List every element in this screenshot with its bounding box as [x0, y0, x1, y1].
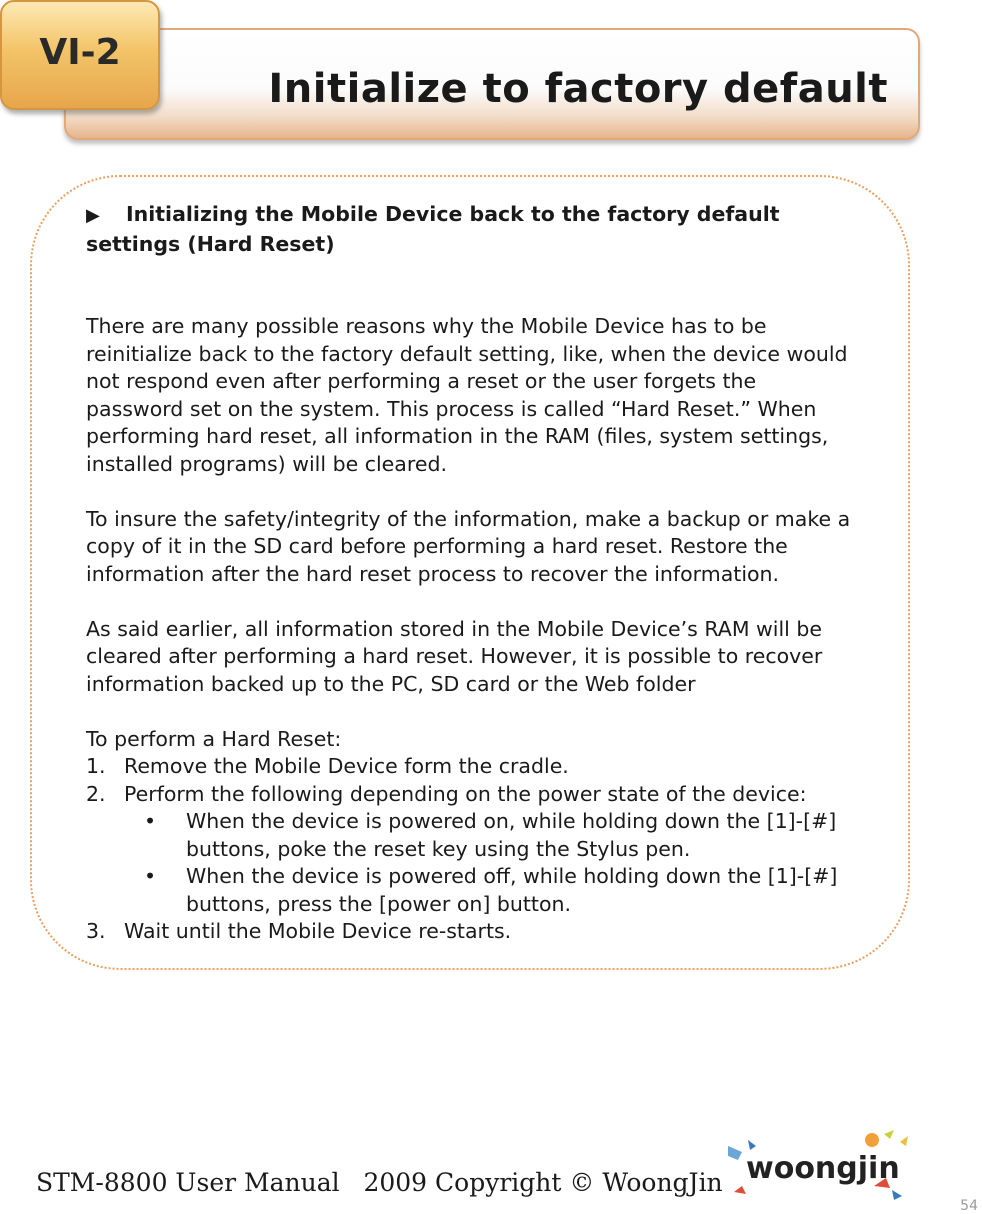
paragraph-recover: As said earlier, all information stored in the Mobile Device’s RAM will be cleared after performing a hard reset. However, it is possible to recover information backed up to the PC, SD card or the Web folder [86, 616, 823, 696]
logo-text: woongjin [746, 1151, 900, 1186]
paragraph-reasons: There are many possible reasons why the Mobile Device has to be reinitialize back to the factory default setting, like, when the device would not respond even after performing a reset or the user forgets the password set on the system. This process is called “Hard Reset.” When performing hard reset, all information in the RAM (files, system settings, installed programs) will be cleared. [86, 314, 848, 476]
section-heading-text: Initializing the Mobile Device back to the factory default settings (Hard Reset) [86, 202, 780, 256]
sub-step-item [86, 808, 856, 863]
woongjin-logo [724, 1128, 914, 1210]
step-item [86, 781, 856, 809]
section-heading [86, 200, 856, 259]
step-text: Perform the following depending on the power state of the device: [124, 781, 807, 806]
steps-intro: To perform a Hard Reset: [86, 726, 342, 751]
paragraph-backup: To insure the safety/integrity of the information, make a backup or make a copy of it in the SD card before performing a hard reset. Restore the information after the hard reset process to recover the information. [86, 506, 851, 586]
sub-step-text: When the device is powered on, while holding down the [1]-[#] buttons, poke the reset key using the Stylus pen. [186, 809, 837, 861]
section-number: VI-2 [39, 32, 121, 73]
step-text: Wait until the Mobile Device re-starts. [124, 919, 512, 943]
footer-text [36, 1168, 723, 1197]
copyright-text: 2009 Copyright © WoongJin [363, 1168, 723, 1197]
bullet-icon: • [144, 809, 157, 833]
bullet-icon: • [144, 864, 157, 888]
manual-name: STM-8800 User Manual [36, 1168, 340, 1197]
page-title: Initialize to factory default [268, 66, 888, 112]
step-number: 3. [86, 919, 106, 943]
arrow-right-icon: ▶ [86, 205, 100, 226]
step-number: 2. [86, 781, 106, 806]
step-item [86, 753, 856, 781]
step-item [86, 918, 856, 946]
header-bar [64, 28, 920, 140]
step-text: Remove the Mobile Device form the cradle. [124, 754, 569, 778]
page-number: 54 [960, 1198, 978, 1214]
section-badge [0, 0, 160, 110]
content-body [86, 200, 856, 946]
sub-step-item [86, 863, 856, 918]
step-number: 1. [86, 754, 106, 778]
sub-step-text: When the device is powered off, while holding down the [1]-[#] buttons, press the [power on] button. [186, 864, 838, 916]
